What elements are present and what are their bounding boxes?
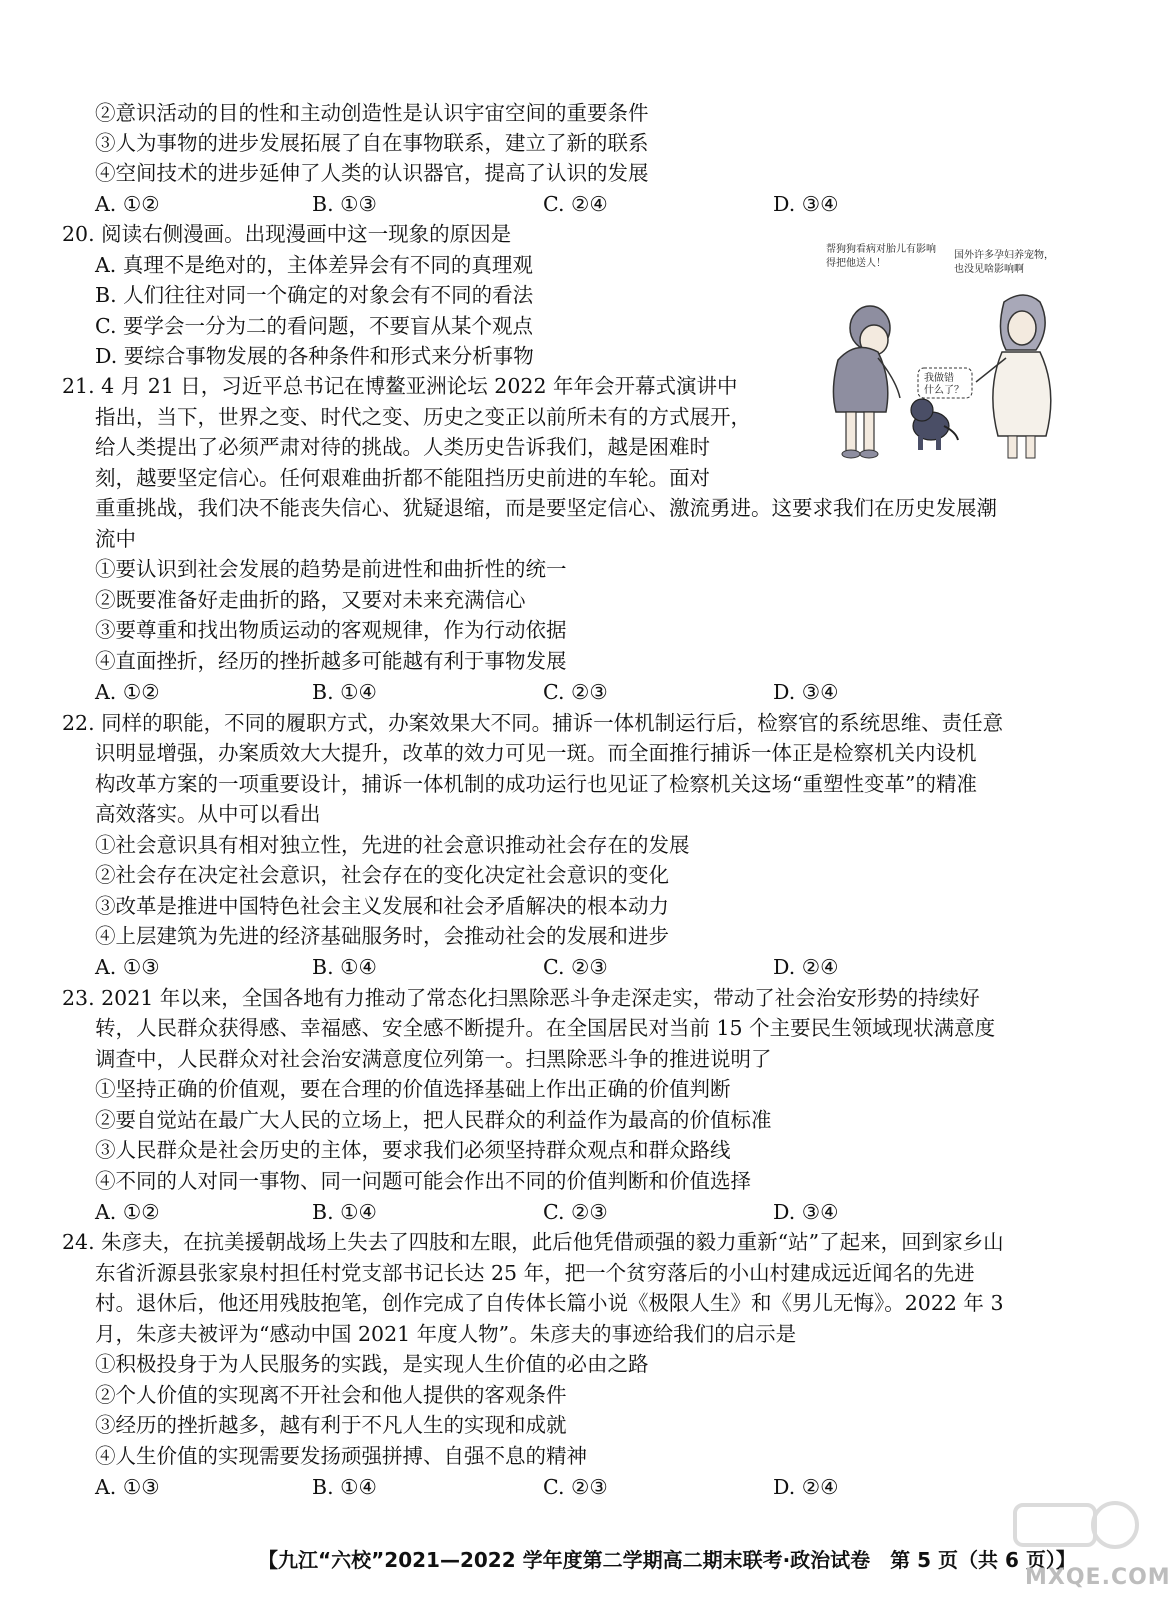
q19-option-d: D. ③④ [773,192,839,216]
q24-option-b: B. ①④ [312,1475,377,1499]
q24-stem-line-1: 24. 朱彦夫，在抗美援朝战场上失去了四肢和左眼，此后他凭借顽强的毅力重新“站”了起来，回到家乡山 [62,1230,1004,1254]
q23-item-1: ①坚持正确的价值观，要在合理的价值选择基础上作出正确的价值判断 [95,1077,731,1101]
q20-option-b: B. 人们往往对同一个确定的对象会有不同的看法 [95,283,534,307]
q22-option-c: C. ②③ [543,955,608,979]
q23-option-c: C. ②③ [543,1200,608,1224]
q21-stem-line-2: 指出，当下，世界之变、时代之变、历史之变正以前所未有的方式展开， [95,405,751,429]
q22-stem-line-1: 22. 同样的职能，不同的履职方式，办案效果大不同。捕诉一体机制运行后，检察官的系统思维、责任意 [62,711,1004,735]
dog-bubble-line-2: 什么了？ [924,385,964,396]
q21-item-3: ③要尊重和找出物质运动的客观规律，作为行动依据 [95,618,567,642]
q24-stem-line-4: 月，朱彦夫被评为“感动中国 2021 年度人物”。朱彦夫的事迹给我们的启示是 [95,1322,797,1346]
q22-option-d: D. ②④ [773,955,839,979]
q21-stem-line-6: 流中 [95,527,136,551]
q19-item-2: ②意识活动的目的性和主动创造性是认识宇宙空间的重要条件 [95,101,649,125]
q19-item-3: ③人为事物的进步发展拓展了自在事物联系，建立了新的联系 [95,131,649,155]
q22-stem-line-2: 识明显增强，办案质效大大提升，改革的效力可见一斑。而全面推行捕诉一体正是检察机关内设机 [95,741,977,765]
q24-option-c: C. ②③ [543,1475,608,1499]
q24-stem-line-2: 东省沂源县张家泉村担任村党支部书记长达 25 年，把一个贫穷落后的小山村建成远近闻名的先进 [95,1261,975,1285]
pregnant-woman-figure [976,295,1051,458]
q20-option-c: C. 要学会一分为二的看问题，不要盲从某个观点 [95,314,533,338]
q22-item-2: ②社会存在决定社会意识，社会存在的变化决定社会意识的变化 [95,863,669,887]
q21-option-b: B. ①④ [312,680,377,704]
q21-option-c: C. ②③ [543,680,608,704]
watermark-text: MXQE.COM [1025,1565,1171,1590]
q21-stem-line-3: 给人类提出了必须严肃对待的挑战。人类历史告诉我们，越是困难时 [95,435,710,459]
q20-option-d: D. 要综合事物发展的各种条件和形式来分析事物 [95,344,534,368]
q23-stem-line-2: 转，人民群众获得感、幸福感、安全感不断提升。在全国居民对当前 15 个主要民生领域现状满意度 [95,1016,996,1040]
q24-stem-line-3: 村。退休后，他还用残肢抱笔，创作完成了自传体长篇小说《极限人生》和《男儿无悔》。2022 年 3 [95,1291,1004,1315]
q19-item-4: ④空间技术的进步延伸了人类的认识器官，提高了认识的发展 [95,161,649,185]
q21-stem-line-4: 刻，越要坚定信心。任何艰难曲折都不能阻挡历史前进的车轮。面对 [95,466,710,490]
q22-item-1: ①社会意识具有相对独立性，先进的社会意识推动社会存在的发展 [95,833,690,857]
q21-item-1: ①要认识到社会发展的趋势是前进性和曲折性的统一 [95,557,567,581]
cartoon-illustration [826,240,1076,470]
q24-item-1: ①积极投身于为人民服务的实践，是实现人生价值的必由之路 [95,1352,649,1376]
q21-option-a: A. ①② [95,680,160,704]
dog-figure [911,399,958,450]
q22-stem-line-4: 高效落实。从中可以看出 [95,802,321,826]
q19-option-a: A. ①② [95,192,160,216]
q24-option-a: A. ①③ [95,1475,160,1499]
cartoon-svg [826,240,1076,470]
cartoon-left-caption-2: 得把他送人！ [826,258,886,269]
q19-option-b: B. ①③ [312,192,377,216]
q23-option-d: D. ③④ [773,1200,839,1224]
q24-item-3: ③经历的挫折越多，越有利于不凡人生的实现和成就 [95,1413,567,1437]
q24-item-4: ④人生价值的实现需要发扬顽强拼搏、自强不息的精神 [95,1444,587,1468]
q22-item-4: ④上层建筑为先进的经济基础服务时，会推动社会的发展和进步 [95,924,669,948]
q23-stem-line-1: 23. 2021 年以来，全国各地有力推动了常态化扫黑除恶斗争走深走实，带动了社会治安形势的持续好 [62,986,980,1010]
cartoon-right-caption-2: 也没见啥影响啊 [954,264,1024,275]
q21-option-d: D. ③④ [773,680,839,704]
q24-option-d: D. ②④ [773,1475,839,1499]
cartoon-left-caption-1: 帮狗狗看病对胎儿有影响 [826,244,936,255]
q22-stem-line-3: 构改革方案的一项重要设计，捕诉一体机制的成功运行也见证了检察机关这场“重塑性变革”的精准 [95,772,977,796]
q23-option-a: A. ①② [95,1200,160,1224]
q19-option-c: C. ②④ [543,192,608,216]
page-footer: 【九江“六校”2021—2022 学年度第二学期高二期末联考·政治试卷 第 5 页（共 6 页）】 [258,1548,1076,1572]
cartoon-right-caption-1: 国外许多孕妇养宠物， [954,250,1054,261]
q22-item-3: ③改革是推进中国特色社会主义发展和社会矛盾解决的根本动力 [95,894,669,918]
q23-item-2: ②要自觉站在最广大人民的立场上，把人民群众的利益作为最高的价值标准 [95,1108,772,1132]
q23-option-b: B. ①④ [312,1200,377,1224]
q24-item-2: ②个人价值的实现离不开社会和他人提供的客观条件 [95,1383,567,1407]
dog-bubble-line-1: 我做错 [924,373,954,384]
q21-item-2: ②既要准备好走曲折的路，又要对未来充满信心 [95,588,526,612]
q23-stem-line-3: 调查中，人民群众对社会治安满意度位列第一。扫黑除恶斗争的推进说明了 [95,1047,772,1071]
q21-stem-line-1: 21. 4 月 21 日，习近平总书记在博鳌亚洲论坛 2022 年年会开幕式演讲中 [62,374,738,398]
q23-item-4: ④不同的人对同一事物、同一问题可能会作出不同的价值判断和价值选择 [95,1169,751,1193]
q20-option-a: A. 真理不是绝对的，主体差异会有不同的真理观 [95,253,533,277]
q22-option-a: A. ①③ [95,955,160,979]
q21-item-4: ④直面挫折，经历的挫折越多可能越有利于事物发展 [95,649,567,673]
q23-item-3: ③人民群众是社会历史的主体，要求我们必须坚持群众观点和群众路线 [95,1138,731,1162]
q21-stem-line-5: 重重挑战，我们决不能丧失信心、犹疑退缩，而是要坚定信心、激流勇进。这要求我们在历史发展潮 [95,496,997,520]
q20-stem: 20. 阅读右侧漫画。出现漫画中这一现象的原因是 [62,222,512,246]
older-woman-figure [833,306,900,458]
q22-option-b: B. ①④ [312,955,377,979]
